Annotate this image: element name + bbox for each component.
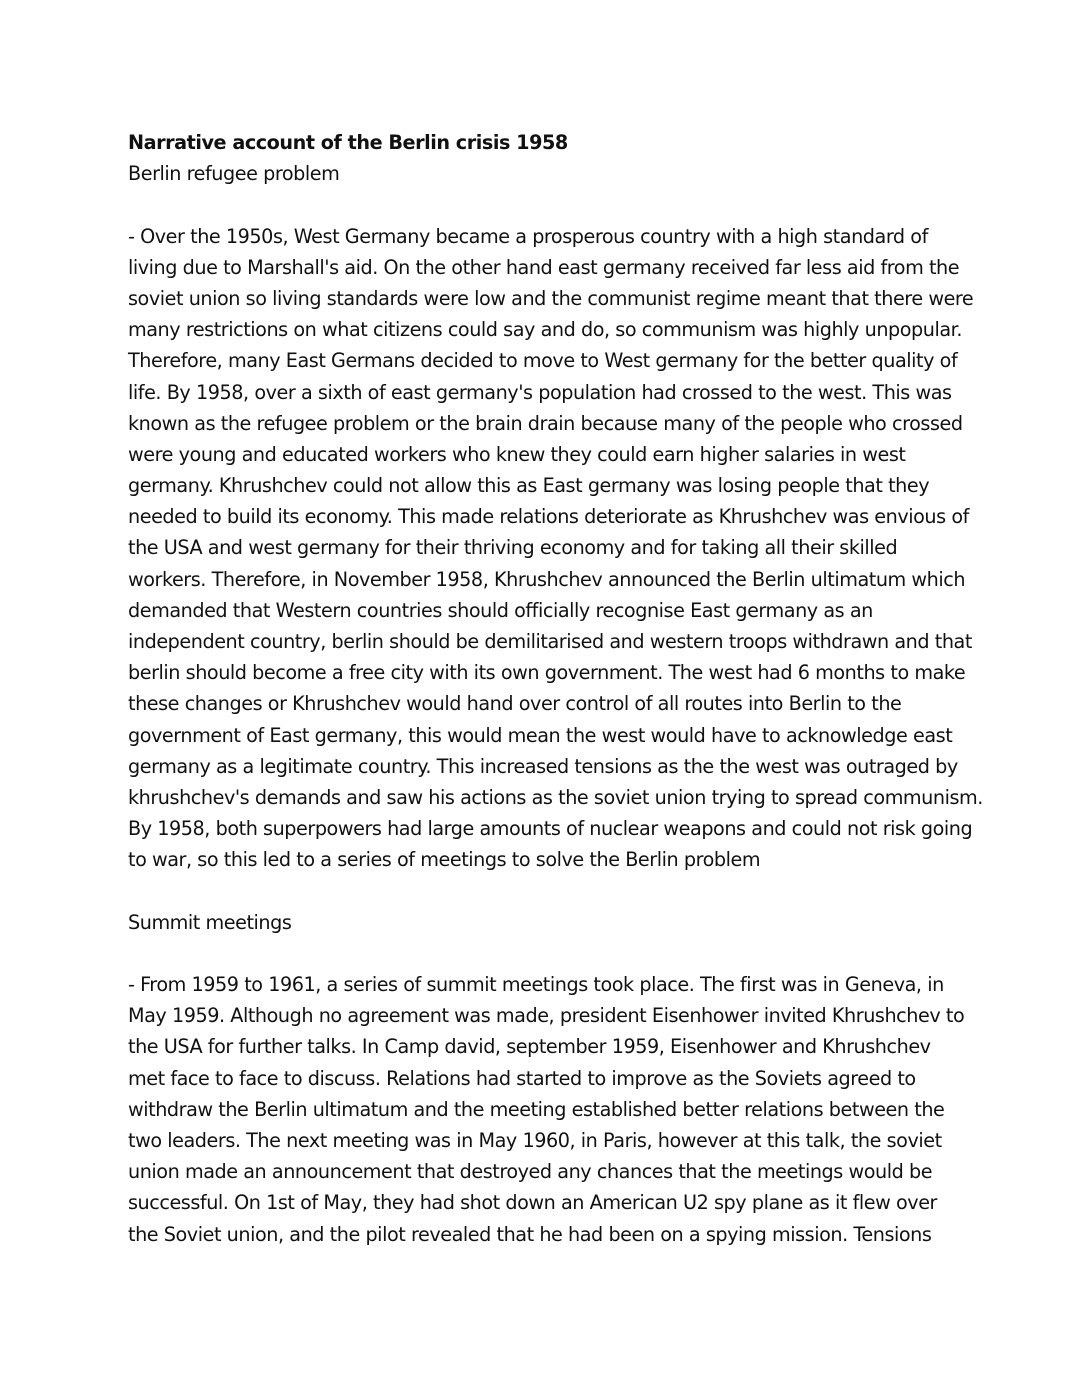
paragraph-line: demanded that Western countries should officially recognise East germany as an <box>128 598 873 622</box>
paragraph-line: were young and educated workers who knew they could earn higher salaries in west <box>128 442 906 466</box>
paragraph-line: Therefore, many East Germans decided to move to West germany for the better quality of <box>128 349 958 373</box>
paragraph-line: - Over the 1950s, West Germany became a prosperous country with a high standard of <box>128 224 928 248</box>
paragraph-line: government of East germany, this would mean the west would have to acknowledge east <box>128 723 953 747</box>
paragraph-line: workers. Therefore, in November 1958, Khrushchev announced the Berlin ultimatum which <box>128 567 966 591</box>
paragraph-line: met face to face to discuss. Relations had started to improve as the Soviets agreed to <box>128 1066 916 1090</box>
document-page <box>128 127 983 1250</box>
paragraph-line: these changes or Khrushchev would hand over control of all routes into Berlin to the <box>128 692 902 716</box>
paragraph-summit-meetings <box>128 969 968 1250</box>
document-title: Narrative account of the Berlin crisis 1958 <box>128 131 568 154</box>
paragraph-line: the USA for further talks. In Camp david, september 1959, Eisenhower and Khrushchev <box>128 1035 931 1059</box>
paragraph-line: withdraw the Berlin ultimatum and the meeting established better relations between the <box>128 1097 945 1121</box>
paragraph-line: successful. On 1st of May, they had shot down an American U2 spy plane as it flew over <box>128 1191 937 1215</box>
paragraph-line: needed to build its economy. This made relations deteriorate as Khrushchev was envious of <box>128 505 969 529</box>
paragraph-line: living due to Marshall's aid. On the other hand east germany received far less aid from the <box>128 255 960 279</box>
paragraph-line: two leaders. The next meeting was in May 1960, in Paris, however at this talk, the soviet <box>128 1129 942 1152</box>
section-heading-summit-meetings: Summit meetings <box>128 910 292 934</box>
paragraph-gap <box>128 876 968 907</box>
paragraph-line: the Soviet union, and the pilot revealed that he had been on a spying mission. Tensions <box>128 1222 932 1246</box>
paragraph-line: many restrictions on what citizens could say and do, so communism was highly unpopular. <box>128 318 963 342</box>
section-heading-refugee-problem: Berlin refugee problem <box>128 162 340 186</box>
paragraph-gap <box>128 938 968 969</box>
paragraph-gap <box>128 189 968 220</box>
paragraph-line: germany as a legitimate country. This increased tensions as the the west was outraged by <box>128 754 958 778</box>
paragraph-line: to war, so this led to a series of meetings to solve the Berlin problem <box>128 848 761 872</box>
paragraph-line: known as the refugee problem or the brain drain because many of the people who crossed <box>128 411 963 435</box>
paragraph-line: soviet union so living standards were low and the communist regime meant that there were <box>128 286 974 310</box>
paragraph-line: germany. Khrushchev could not allow this as East germany was losing people that they <box>128 474 930 498</box>
paragraph-line: the USA and west germany for their thriving economy and for taking all their skilled <box>128 536 898 560</box>
paragraph-refugee-problem <box>128 221 983 876</box>
paragraph-line: By 1958, both superpowers had large amounts of nuclear weapons and could not risk going <box>128 817 973 841</box>
paragraph-line: independent country, berlin should be demilitarised and western troops withdrawn and that <box>128 630 972 653</box>
paragraph-line: berlin should become a free city with its own government. The west had 6 months to make <box>128 661 966 685</box>
paragraph-line: May 1959. Although no agreement was made, president Eisenhower invited Khrushchev to <box>128 1004 965 1028</box>
paragraph-line: union made an announcement that destroyed any chances that the meetings would be <box>128 1160 933 1184</box>
paragraph-line: khrushchev's demands and saw his actions as the soviet union trying to spread communism. <box>128 785 983 809</box>
paragraph-line: - From 1959 to 1961, a series of summit meetings took place. The first was in Geneva, in <box>128 973 944 997</box>
paragraph-line: life. By 1958, over a sixth of east germany's population had crossed to the west. This was <box>128 380 952 404</box>
